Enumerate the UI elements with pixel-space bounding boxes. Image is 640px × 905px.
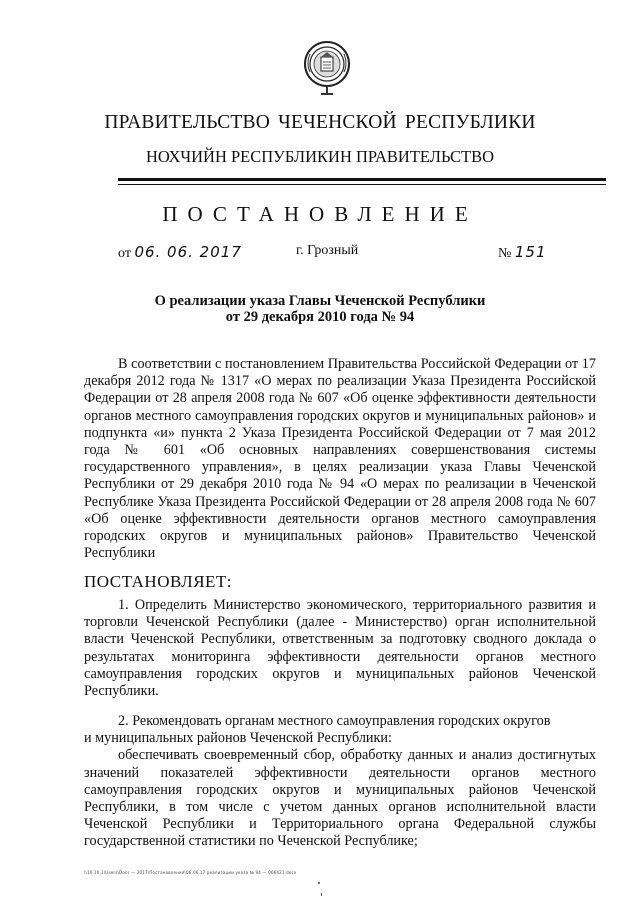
item-2-block [84,713,596,851]
page-mark-2 [321,893,322,896]
item-2-continuation: и муниципальных районов Чеченской Республики: [84,730,392,747]
header-divider [118,178,606,181]
file-path-footer: \\10.10.1\Users\Docs — 2017\Постановления\06.06.17 реализации указа № 94 — 066421.docx [84,870,297,875]
document-date [118,243,242,262]
item-1-paragraph: 1. Определить Министерство экономического, территориального развития и торговли Чеченской Республики (далее - Министерство) орган исполнительной власти Чеченской Республики, ответственным за подготовку сводного доклада о результатах мониторинга эффективности деятельности органов местного самоуправления городских округов и муниципальных районов Чеченской Республики. [84,597,596,700]
date-handwritten: 06. 06. 2017 [134,243,242,261]
item-2-subparagraph: обеспечивать своевременный сбор, обработку данных и анализ достигнутых значений показателей эффективности деятельности органов местного самоуправления городских округов и муниципальных районов Чеченской Республики, в том числе с учетом данных органов исполнительной власти Чеченской Республики и Территориального органа Федеральной службы государственной статистики по Чеченской Республике; [84,747,596,850]
item-2-paragraph: 2. Рекомендовать органам местного самоуправления городских округов [118,713,551,729]
date-prefix: от [118,246,131,261]
government-name-ru: ПРАВИТЕЛЬСТВО ЧЕЧЕНСКОЙ РЕСПУБЛИКИ [104,112,536,133]
document-city: г. Грозный [296,243,359,258]
chechen-republic-emblem-icon [302,36,352,98]
document-title: ПОСТАНОВЛЕНИЕ [162,202,478,226]
preamble-block [84,356,596,562]
document-subject [0,293,640,325]
subject-line-2: от 29 декабря 2010 года № 94 [225,309,415,325]
header-divider-thin [118,184,606,185]
resolves-heading: ПОСТАНОВЛЯЕТ: [84,572,233,591]
item-1-block [84,597,596,700]
preamble-paragraph: В соответствии с постановлением Правительства Российской Федерации от 17 декабря 2012 года № 1317 «О мерах по реализации Указа Президента Российской Федерации от 28 апреля 2008 года № 607 «Об оценке эффективности деятельности органов местного самоуправления городских округов и муниципальных районов» и подпункта «и» пункта 2 Указа Президента Российской Федерации от 7 мая 2012 года № 601 «Об основных направлениях совершенствования системы государственного управления», в целях реализации указа Главы Чеченской Республики от 29 декабря 2010 года № 94 «О мерах по реализации в Чеченской Республике Указа Президента Российской Федерации от 28 апреля 2008 года № 607 «Об оценке эффективности деятельности органов местного самоуправления городских округов и муниципальных районов» Правительство Чеченской Республики [84,356,596,562]
number-prefix: № [498,246,512,261]
page-mark [318,882,320,884]
subject-line-1: О реализации указа Главы Чеченской Республики [154,293,486,309]
document-number [498,243,547,262]
number-handwritten: 151 [514,243,547,261]
government-name-ce: НОХЧИЙН РЕСПУБЛИКИН ПРАВИТЕЛЬСТВО [145,147,495,166]
